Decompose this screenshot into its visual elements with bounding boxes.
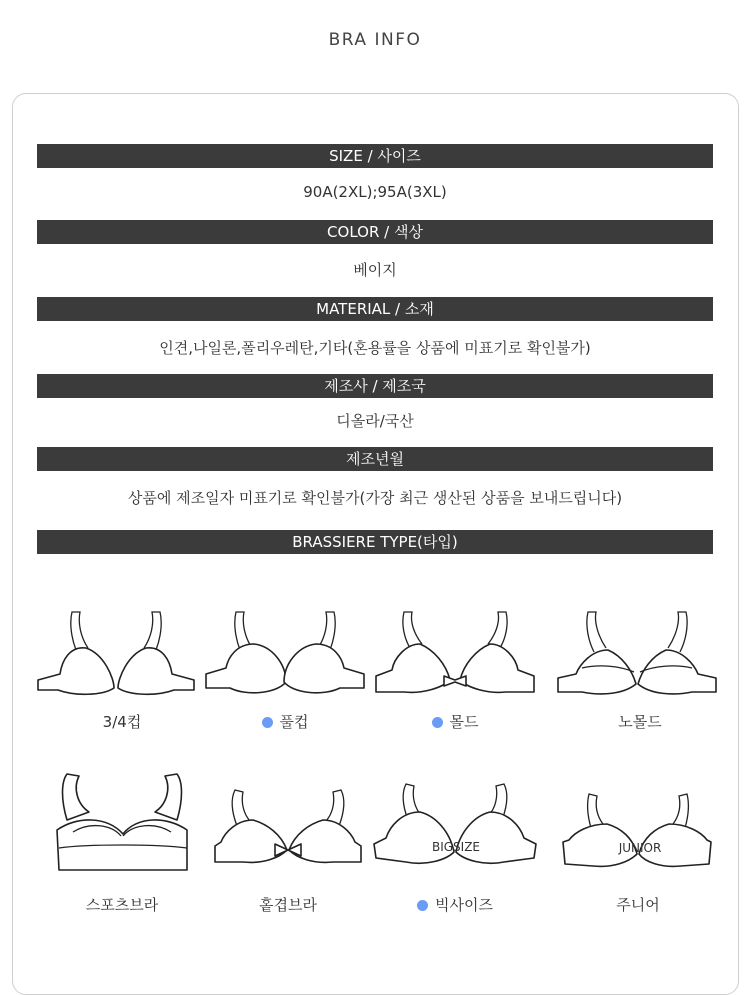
type-label-text: 3/4컵: [102, 713, 142, 731]
molded-bra-icon: [370, 608, 540, 698]
selected-dot-icon: [417, 900, 428, 911]
type-label-text: 홑겹브라: [259, 896, 317, 914]
bra-type-junior: [553, 792, 723, 872]
big-size-mark: BIGSIZE: [431, 840, 481, 854]
type-label-text: 주니어: [616, 896, 660, 914]
maker-value: 디올라/국산: [336, 412, 414, 430]
sports-bra-icon: [37, 770, 207, 880]
type-label-text: 스포츠브라: [85, 896, 159, 914]
bra-type-full-cup: [200, 608, 370, 698]
bra-type-non-molded: [552, 608, 722, 698]
type-label-three-quarter-cup: [37, 711, 207, 732]
type-label-junior: [553, 894, 723, 915]
type-label-text: 몰드: [449, 713, 479, 731]
material-value: 인견,나일론,폴리우레탄,기타(혼용률을 상품에 미표기로 확인불가): [159, 339, 591, 357]
bra-type-single-layer: [203, 788, 373, 873]
type-header: BRASSIERE TYPE(타입): [37, 530, 713, 554]
page-title: BRA INFO: [328, 30, 422, 50]
junior-mark: JUNIOR: [618, 841, 662, 855]
bra-type-sports: [37, 770, 207, 880]
type-label-sports: [37, 894, 207, 915]
color-value: 베이지: [353, 261, 397, 279]
type-label-text: 빅사이즈: [435, 896, 493, 914]
full-cup-bra-icon: [200, 608, 370, 698]
selected-dot-icon: [432, 717, 443, 728]
type-label-single-layer: [203, 894, 373, 915]
selected-dot-icon: [262, 717, 273, 728]
single-layer-bra-icon: [203, 788, 373, 873]
junior-bra-icon: [553, 792, 723, 872]
type-label-full-cup: [200, 711, 370, 732]
material-header: MATERIAL / 소재: [37, 297, 713, 321]
big-size-bra-icon: [370, 782, 540, 872]
type-label-big-size: [370, 894, 540, 915]
bra-type-three-quarter-cup: [30, 608, 200, 698]
size-value: 90A(2XL);95A(3XL): [303, 183, 447, 201]
non-molded-bra-icon: [552, 608, 722, 698]
type-label-text: 노몰드: [618, 713, 662, 731]
type-label-text: 풀컵: [279, 713, 309, 731]
three-quarter-cup-bra-icon: [30, 608, 200, 698]
size-header: SIZE / 사이즈: [37, 144, 713, 168]
date-value: 상품에 제조일자 미표기로 확인불가(가장 최근 생산된 상품을 보내드립니다): [127, 489, 623, 507]
bra-type-big-size: [370, 782, 540, 872]
maker-header: 제조사 / 제조국: [37, 374, 713, 398]
type-label-non-molded: [555, 711, 725, 732]
type-label-molded: [370, 711, 540, 732]
bra-type-molded: [370, 608, 540, 698]
color-header: COLOR / 색상: [37, 220, 713, 244]
date-header: 제조년월: [37, 447, 713, 471]
